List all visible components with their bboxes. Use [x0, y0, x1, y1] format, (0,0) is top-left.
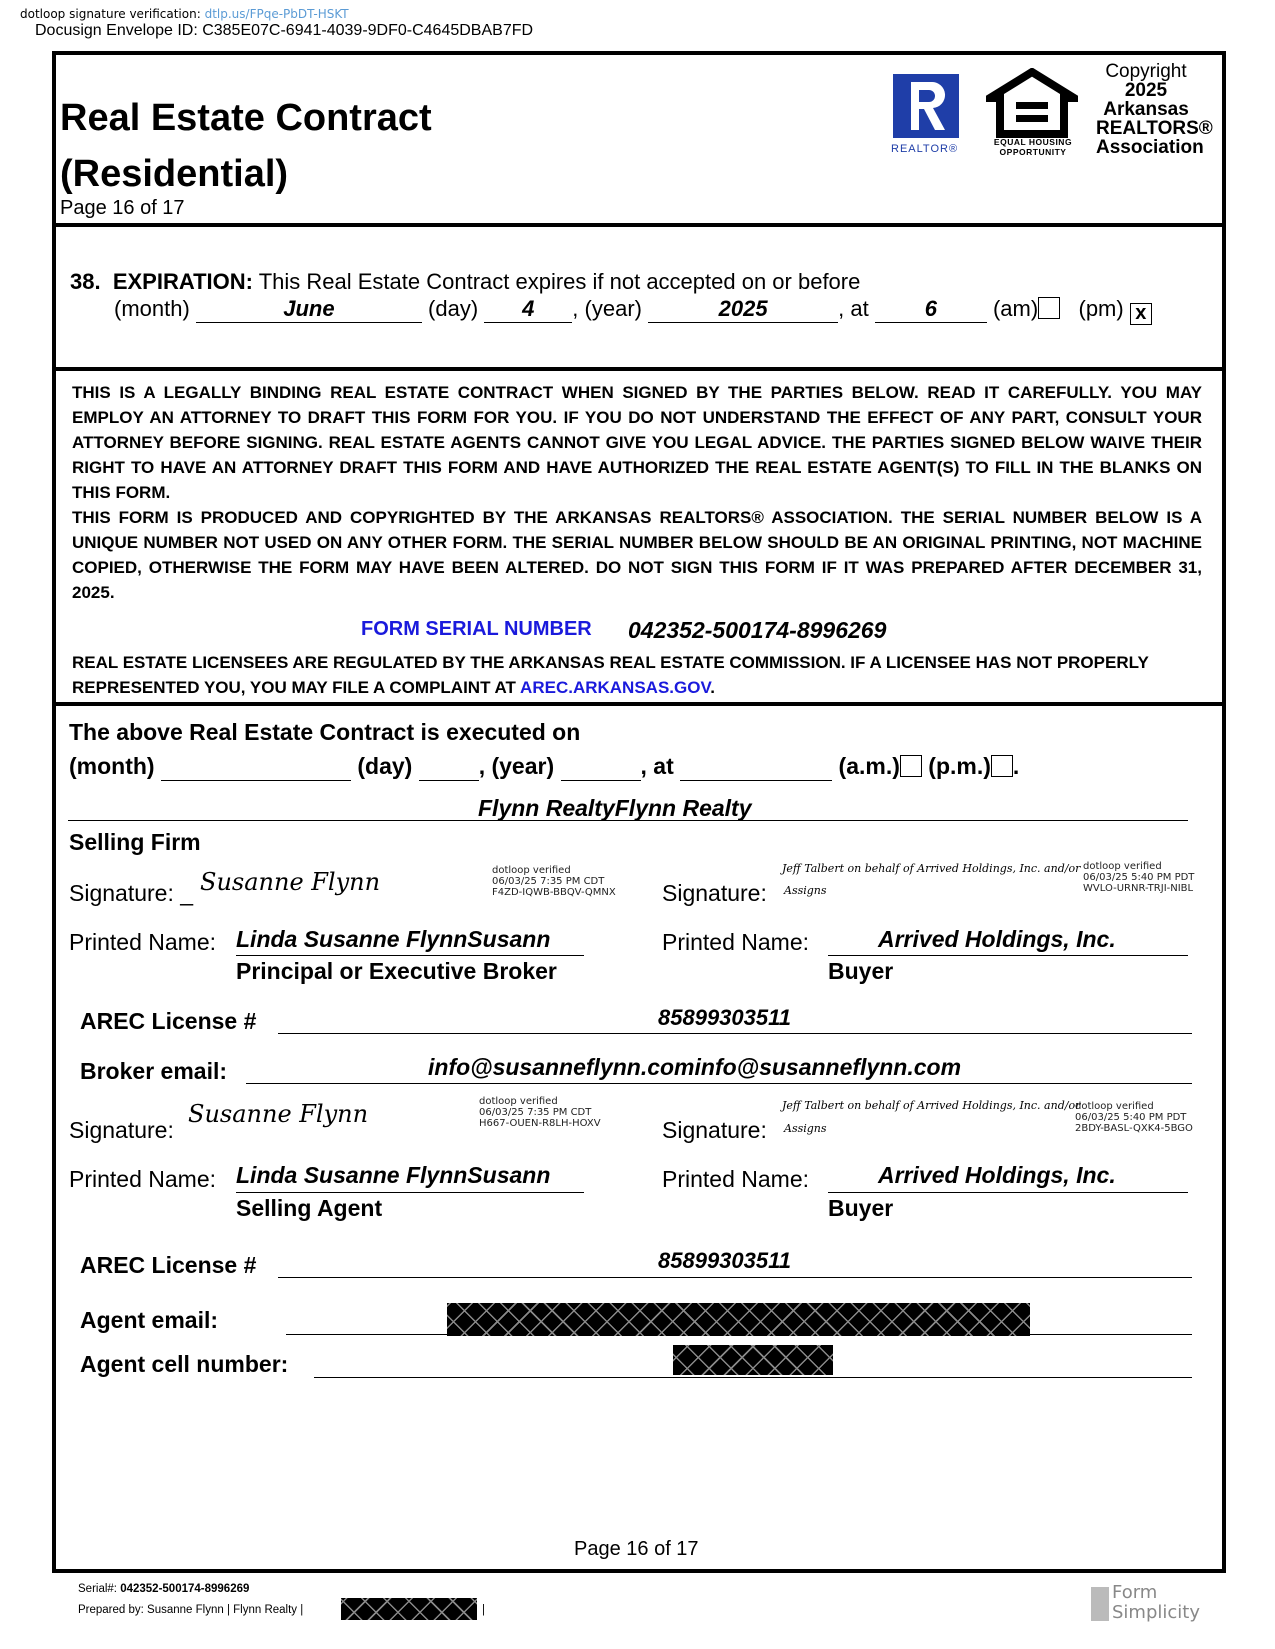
am-checkbox[interactable] — [1038, 297, 1060, 319]
envelope-id: Docusign Envelope ID: C385E07C-6941-4039-9DF0-C4645DBAB7FD — [35, 22, 534, 39]
redacted-agent-email — [447, 1303, 1030, 1336]
selling-firm-name: Flynn RealtyFlynn Realty — [478, 795, 752, 821]
dotloop-verification: dotloop verified 06/03/25 7:35 PM CDT F4ZD-IQWB-BBQV-QMNX — [492, 865, 616, 898]
serial-number: 042352-500174-8996269 — [628, 617, 887, 643]
buyer-signature[interactable]: Jeff Talbert on behalf of Arrived Holdings, Inc. and/or — [782, 862, 1081, 875]
executed-pm-checkbox[interactable] — [991, 755, 1013, 777]
equal-housing-icon — [986, 68, 1078, 143]
pm-checkbox[interactable]: x — [1130, 303, 1152, 325]
dotloop-verification: dotloop verified 06/03/25 5:40 PM PDT WVLO-URNR-TRJI-NIBL — [1083, 861, 1195, 894]
broker-email: info@susanneflynn.cominfo@susanneflynn.com — [428, 1054, 962, 1080]
executed-year[interactable] — [561, 753, 641, 781]
buyer-signature[interactable]: Jeff Talbert on behalf of Arrived Holdings, Inc. and/or — [782, 1099, 1081, 1112]
selling-firm-label: Selling Firm — [69, 829, 201, 855]
agent-signature[interactable]: Susanne Flynn — [188, 1100, 369, 1128]
page-footer-number: Page 16 of 17 — [574, 1538, 699, 1560]
buyer-printed-name: Arrived Holdings, Inc. — [878, 1162, 1116, 1188]
dotloop-verification: dotloop verified 06/03/25 5:40 PM PDT 2BDY-BASL-QXK4-5BGO — [1075, 1101, 1193, 1134]
executed-day[interactable] — [419, 753, 479, 781]
form-simplicity-logo: Form Simplicity — [1112, 1582, 1200, 1623]
footer-serial: Serial#: 042352-500174-8996269 — [78, 1583, 250, 1595]
serial-label: FORM SERIAL NUMBER — [361, 618, 592, 640]
redacted-footer — [341, 1598, 477, 1620]
copyright-block: Copyright 2025 Arkansas REALTORS® Association — [1096, 61, 1213, 158]
page-subtitle: (Residential) — [60, 153, 289, 195]
expiration-year[interactable]: 2025 — [648, 296, 838, 323]
executed-time[interactable] — [680, 753, 832, 781]
expiration-heading: 38. EXPIRATION: This Real Estate Contract expires if not accepted on or before — [70, 269, 861, 294]
arec-link[interactable]: AREC.ARKANSAS.GOV — [520, 678, 711, 697]
page-number: Page 16 of 17 — [60, 197, 185, 219]
footer-prepared: Prepared by: Susanne Flynn | Flynn Realty | — [78, 1604, 304, 1616]
agent-printed-name: Linda Susanne FlynnSusann — [236, 1162, 551, 1188]
agent-arec-license: 85899303511 — [658, 1248, 791, 1273]
expiration-time[interactable]: 6 — [875, 296, 987, 323]
executed-fields: (month) (day) , (year) , at (a.m.) (p.m.) . — [69, 753, 1020, 779]
executed-month[interactable] — [161, 753, 351, 781]
expiration-month[interactable]: June — [196, 296, 422, 323]
broker-role: Principal or Executive Broker — [236, 958, 557, 984]
broker-signature[interactable]: Susanne Flynn — [200, 868, 381, 896]
expiration-fields: (month) June (day) 4 , (year) 2025 , at 6 (am) (pm) x — [114, 296, 1152, 325]
redacted-agent-cell — [673, 1345, 833, 1375]
legal-notice: THIS IS A LEGALLY BINDING REAL ESTATE CONTRACT WHEN SIGNED BY THE PARTIES BELOW. READ IT CAREFULLY. YOU MAY EMPLOY AN ATTORNEY TO DRAFT THIS FORM FOR YOU. IF YOU DO NOT UNDERSTAND THE EFFECT OF ANY PART, CONSULT YOUR ATTORNEY BEFORE SIGNING. REAL ESTATE AGENTS CANNOT GIVE YOU LEGAL ADVICE. THE PARTIES SIGNED BELOW WAIVE THEIR RIGHT TO HAVE AN ATTORNEY DRAFT THIS FORM AND HAVE AUTHORIZED THE REAL ESTATE AGENT(S) TO FILL IN THE BLANKS ON THIS FORM. THIS FORM IS PRODUCED AND COPYRIGHTED BY THE ARKANSAS REALTORS® ASSOCIATION. THE SERIAL NUMBER BELOW IS A UNIQUE NUMBER NOT USED ON ANY OTHER FORM. THE SERIAL NUMBER BELOW SHOULD BE AN ORIGINAL PRINTING, NOT MACHINE COPIED, OTHERWISE THE FORM MAY HAVE BEEN ALTERED. DO NOT SIGN THIS FORM IF IT WAS PREPARED AFTER DECEMBER 31, 2025. — [72, 383, 1202, 602]
form-simplicity-logo-icon — [1091, 1587, 1109, 1621]
broker-printed-name: Linda Susanne FlynnSusann — [236, 926, 551, 952]
broker-arec-license: 85899303511 — [658, 1005, 791, 1030]
agent-role: Selling Agent — [236, 1195, 383, 1221]
verification-line: dotloop signature verification: dtlp.us/FPqe-PbDT-HSKT — [20, 7, 349, 21]
executed-heading: The above Real Estate Contract is executed on — [69, 719, 581, 745]
buyer-printed-name: Arrived Holdings, Inc. — [878, 926, 1116, 952]
executed-am-checkbox[interactable] — [900, 755, 922, 777]
expiration-day[interactable]: 4 — [484, 296, 572, 323]
realtor-logo-icon — [893, 74, 959, 138]
page-title: Real Estate Contract — [60, 97, 432, 139]
dotloop-verification: dotloop verified 06/03/25 7:35 PM CDT H667-OUEN-R8LH-HOXV — [479, 1096, 601, 1129]
verification-link[interactable]: dtlp.us/FPqe-PbDT-HSKT — [204, 7, 349, 21]
licensee-notice: REAL ESTATE LICENSEES ARE REGULATED BY THE ARKANSAS REAL ESTATE COMMISSION. IF A LICENSEE HAS NOT PROPERLY REPRESENTED YOU, YOU MAY FILE A COMPLAINT AT AREC.ARKANSAS.GOV. — [72, 653, 1149, 697]
